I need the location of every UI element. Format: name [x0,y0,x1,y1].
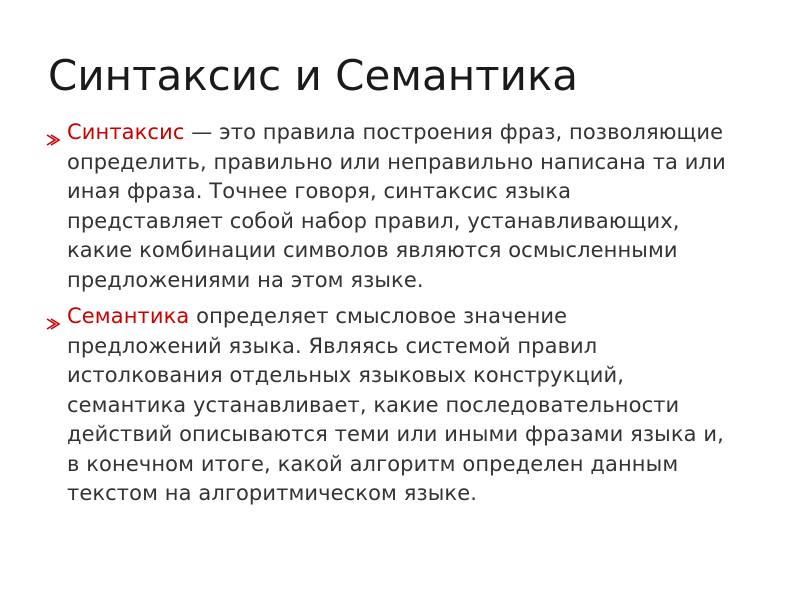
bullet-text: определяет смысловое значение предложений языка. Являясь системой правил истолкования отдельных языковых конструкций, семантика устанавливает, какие последовательности действий описываются теми или иными фразами языка и, в конечном итоге, какой алгоритм определен данным текстом на алгоритмическом языке. [67,304,724,505]
bullet-semantics [46,302,726,509]
bullet-list [46,118,726,509]
arrow-bullet-icon [46,310,63,324]
bullet-term: Синтаксис [67,120,185,144]
bullet-term: Семантика [67,304,190,328]
slide-title: Синтаксис и Семантика [48,51,579,100]
bullet-syntax [46,118,726,295]
arrow-bullet-icon [46,126,63,140]
bullet-text: — это правила построения фраз, позволяющие определить, правильно или неправильно написана та или иная фраза. Точнее говоря, синтаксис языка представляет собой набор правил, устанавливающих, какие комбинации символов являются осмысленными предложениями на этом языке. [67,120,726,292]
